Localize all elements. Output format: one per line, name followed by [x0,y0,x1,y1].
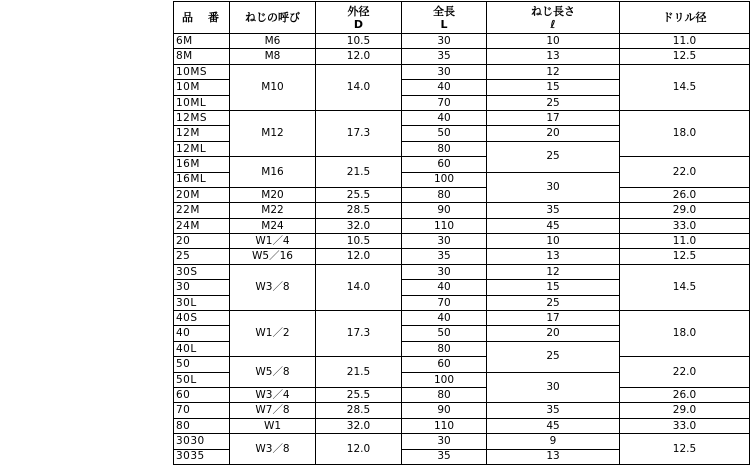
part-no-cell: 70 [174,403,230,418]
thread-length-cell: 17 [487,110,620,125]
total-length-cell: 80 [402,187,487,202]
header-thread-label: ねじの呼び [245,11,300,24]
outer-diameter-cell: 12.0 [316,249,402,264]
table-row [174,234,750,249]
outer-diameter-cell: 25.5 [316,187,402,202]
part-no-cell: 30S [174,264,230,279]
total-length-cell: 110 [402,218,487,233]
table-row [174,311,750,326]
part-no-cell: 10ML [174,95,230,110]
part-no-cell: 20M [174,187,230,202]
total-length-cell: 40 [402,110,487,125]
header-row [174,2,750,34]
header-thread [230,2,316,34]
thread-length-cell: 13 [487,449,620,464]
total-length-cell: 50 [402,126,487,141]
outer-diameter-cell: 14.0 [316,264,402,310]
part-no-cell: 6M [174,34,230,49]
header-outer-diameter-symbol: D [353,17,364,31]
total-length-cell: 70 [402,95,487,110]
thread-length-cell: 25 [487,341,620,372]
header-drill-diameter [620,2,750,34]
thread-length-cell: 12 [487,64,620,79]
header-total-length [402,2,487,34]
thread-length-cell: 10 [487,34,620,49]
drill-diameter-cell: 22.0 [620,157,750,188]
thread-cell: M16 [230,157,316,188]
table-row [174,264,750,279]
spec-table [173,1,750,465]
thread-cell: W3／4 [230,387,316,402]
part-no-cell: 40S [174,311,230,326]
thread-cell: M20 [230,187,316,202]
thread-cell: W3／8 [230,264,316,310]
total-length-cell: 35 [402,449,487,464]
total-length-cell: 40 [402,280,487,295]
part-no-cell: 20 [174,234,230,249]
thread-length-cell: 15 [487,280,620,295]
part-no-cell: 60 [174,387,230,402]
drill-diameter-cell: 22.0 [620,357,750,388]
total-length-cell: 80 [402,341,487,356]
total-length-cell: 30 [402,264,487,279]
part-no-cell: 10M [174,80,230,95]
header-outer-diameter-label: 外径 [347,4,370,18]
drill-diameter-cell: 12.5 [620,49,750,64]
header-thread-length-symbol: ℓ [550,17,556,31]
thread-cell: M8 [230,49,316,64]
outer-diameter-cell: 12.0 [316,434,402,465]
outer-diameter-cell: 14.0 [316,64,402,110]
table-row [174,34,750,49]
table-row [174,418,750,433]
total-length-cell: 50 [402,326,487,341]
drill-diameter-cell: 12.5 [620,249,750,264]
drill-diameter-cell: 11.0 [620,34,750,49]
header-thread-length-label: ねじ長さ [531,4,575,18]
total-length-cell: 40 [402,311,487,326]
table-row [174,357,750,372]
total-length-cell: 30 [402,234,487,249]
thread-length-cell: 30 [487,172,620,203]
outer-diameter-cell: 21.5 [316,357,402,388]
part-no-cell: 16ML [174,172,230,187]
part-no-cell: 50L [174,372,230,387]
drill-diameter-cell: 12.5 [620,434,750,465]
total-length-cell: 35 [402,49,487,64]
outer-diameter-cell: 28.5 [316,403,402,418]
thread-length-cell: 13 [487,49,620,64]
thread-length-cell: 10 [487,234,620,249]
part-no-cell: 30L [174,295,230,310]
header-thread-length [487,2,620,34]
thread-length-cell: 12 [487,264,620,279]
outer-diameter-cell: 17.3 [316,110,402,156]
total-length-cell: 30 [402,434,487,449]
drill-diameter-cell: 11.0 [620,234,750,249]
outer-diameter-cell: 10.5 [316,34,402,49]
thread-cell: W1 [230,418,316,433]
drill-diameter-cell: 26.0 [620,187,750,202]
header-part-no: 品 番 [174,2,230,34]
outer-diameter-cell: 25.5 [316,387,402,402]
header-outer-diameter [316,2,402,34]
drill-diameter-cell: 33.0 [620,418,750,433]
thread-cell: M10 [230,64,316,110]
total-length-cell: 90 [402,203,487,218]
part-no-cell: 8M [174,49,230,64]
header-drill-diameter-label: ドリル径 [662,11,707,24]
total-length-cell: 30 [402,34,487,49]
thread-cell: W1／2 [230,311,316,357]
outer-diameter-cell: 32.0 [316,218,402,233]
drill-diameter-cell: 14.5 [620,64,750,110]
part-no-cell: 10MS [174,64,230,79]
outer-diameter-cell: 17.3 [316,311,402,357]
part-no-cell: 25 [174,249,230,264]
thread-cell: W5／8 [230,357,316,388]
part-no-cell: 12MS [174,110,230,125]
thread-length-cell: 35 [487,403,620,418]
part-no-cell: 3035 [174,449,230,464]
table-row [174,218,750,233]
total-length-cell: 70 [402,295,487,310]
table-row [174,403,750,418]
thread-cell: W1／4 [230,234,316,249]
table-row [174,434,750,449]
table-row [174,64,750,79]
drill-diameter-cell: 29.0 [620,403,750,418]
thread-length-cell: 25 [487,95,620,110]
total-length-cell: 30 [402,64,487,79]
thread-length-cell: 35 [487,203,620,218]
thread-cell: W5／16 [230,249,316,264]
part-no-cell: 22M [174,203,230,218]
outer-diameter-cell: 10.5 [316,234,402,249]
table-row [174,49,750,64]
thread-length-cell: 15 [487,80,620,95]
outer-diameter-cell: 21.5 [316,157,402,188]
thread-cell: M6 [230,34,316,49]
drill-diameter-cell: 33.0 [620,218,750,233]
part-no-cell: 30 [174,280,230,295]
total-length-cell: 40 [402,80,487,95]
drill-diameter-cell: 26.0 [620,387,750,402]
thread-length-cell: 25 [487,141,620,172]
drill-diameter-cell: 29.0 [620,203,750,218]
total-length-cell: 80 [402,387,487,402]
part-no-cell: 50 [174,357,230,372]
total-length-cell: 90 [402,403,487,418]
thread-length-cell: 30 [487,372,620,403]
header-total-length-label: 全長 [433,4,455,18]
table-row [174,157,750,172]
drill-diameter-cell: 14.5 [620,264,750,310]
part-no-cell: 24M [174,218,230,233]
total-length-cell: 60 [402,157,487,172]
table-row [174,249,750,264]
thread-length-cell: 45 [487,418,620,433]
part-no-cell: 40L [174,341,230,356]
thread-length-cell: 25 [487,295,620,310]
outer-diameter-cell: 28.5 [316,203,402,218]
thread-cell: W7／8 [230,403,316,418]
thread-cell: M12 [230,110,316,156]
part-no-cell: 40 [174,326,230,341]
part-no-cell: 12ML [174,141,230,156]
thread-length-cell: 9 [487,434,620,449]
table-row [174,387,750,402]
total-length-cell: 80 [402,141,487,156]
thread-length-cell: 20 [487,126,620,141]
part-no-cell: 16M [174,157,230,172]
part-no-cell: 12M [174,126,230,141]
total-length-cell: 100 [402,372,487,387]
table-row [174,110,750,125]
outer-diameter-cell: 12.0 [316,49,402,64]
outer-diameter-cell: 32.0 [316,418,402,433]
drill-diameter-cell: 18.0 [620,311,750,357]
thread-length-cell: 17 [487,311,620,326]
thread-length-cell: 45 [487,218,620,233]
thread-cell: W3／8 [230,434,316,465]
part-no-cell: 80 [174,418,230,433]
total-length-cell: 100 [402,172,487,187]
drill-diameter-cell: 18.0 [620,110,750,156]
thread-length-cell: 13 [487,249,620,264]
total-length-cell: 35 [402,249,487,264]
table-row [174,203,750,218]
thread-cell: M22 [230,203,316,218]
thread-length-cell: 20 [487,326,620,341]
total-length-cell: 60 [402,357,487,372]
header-total-length-symbol: L [440,17,448,31]
part-no-cell: 3030 [174,434,230,449]
total-length-cell: 110 [402,418,487,433]
table-row [174,187,750,202]
thread-cell: M24 [230,218,316,233]
